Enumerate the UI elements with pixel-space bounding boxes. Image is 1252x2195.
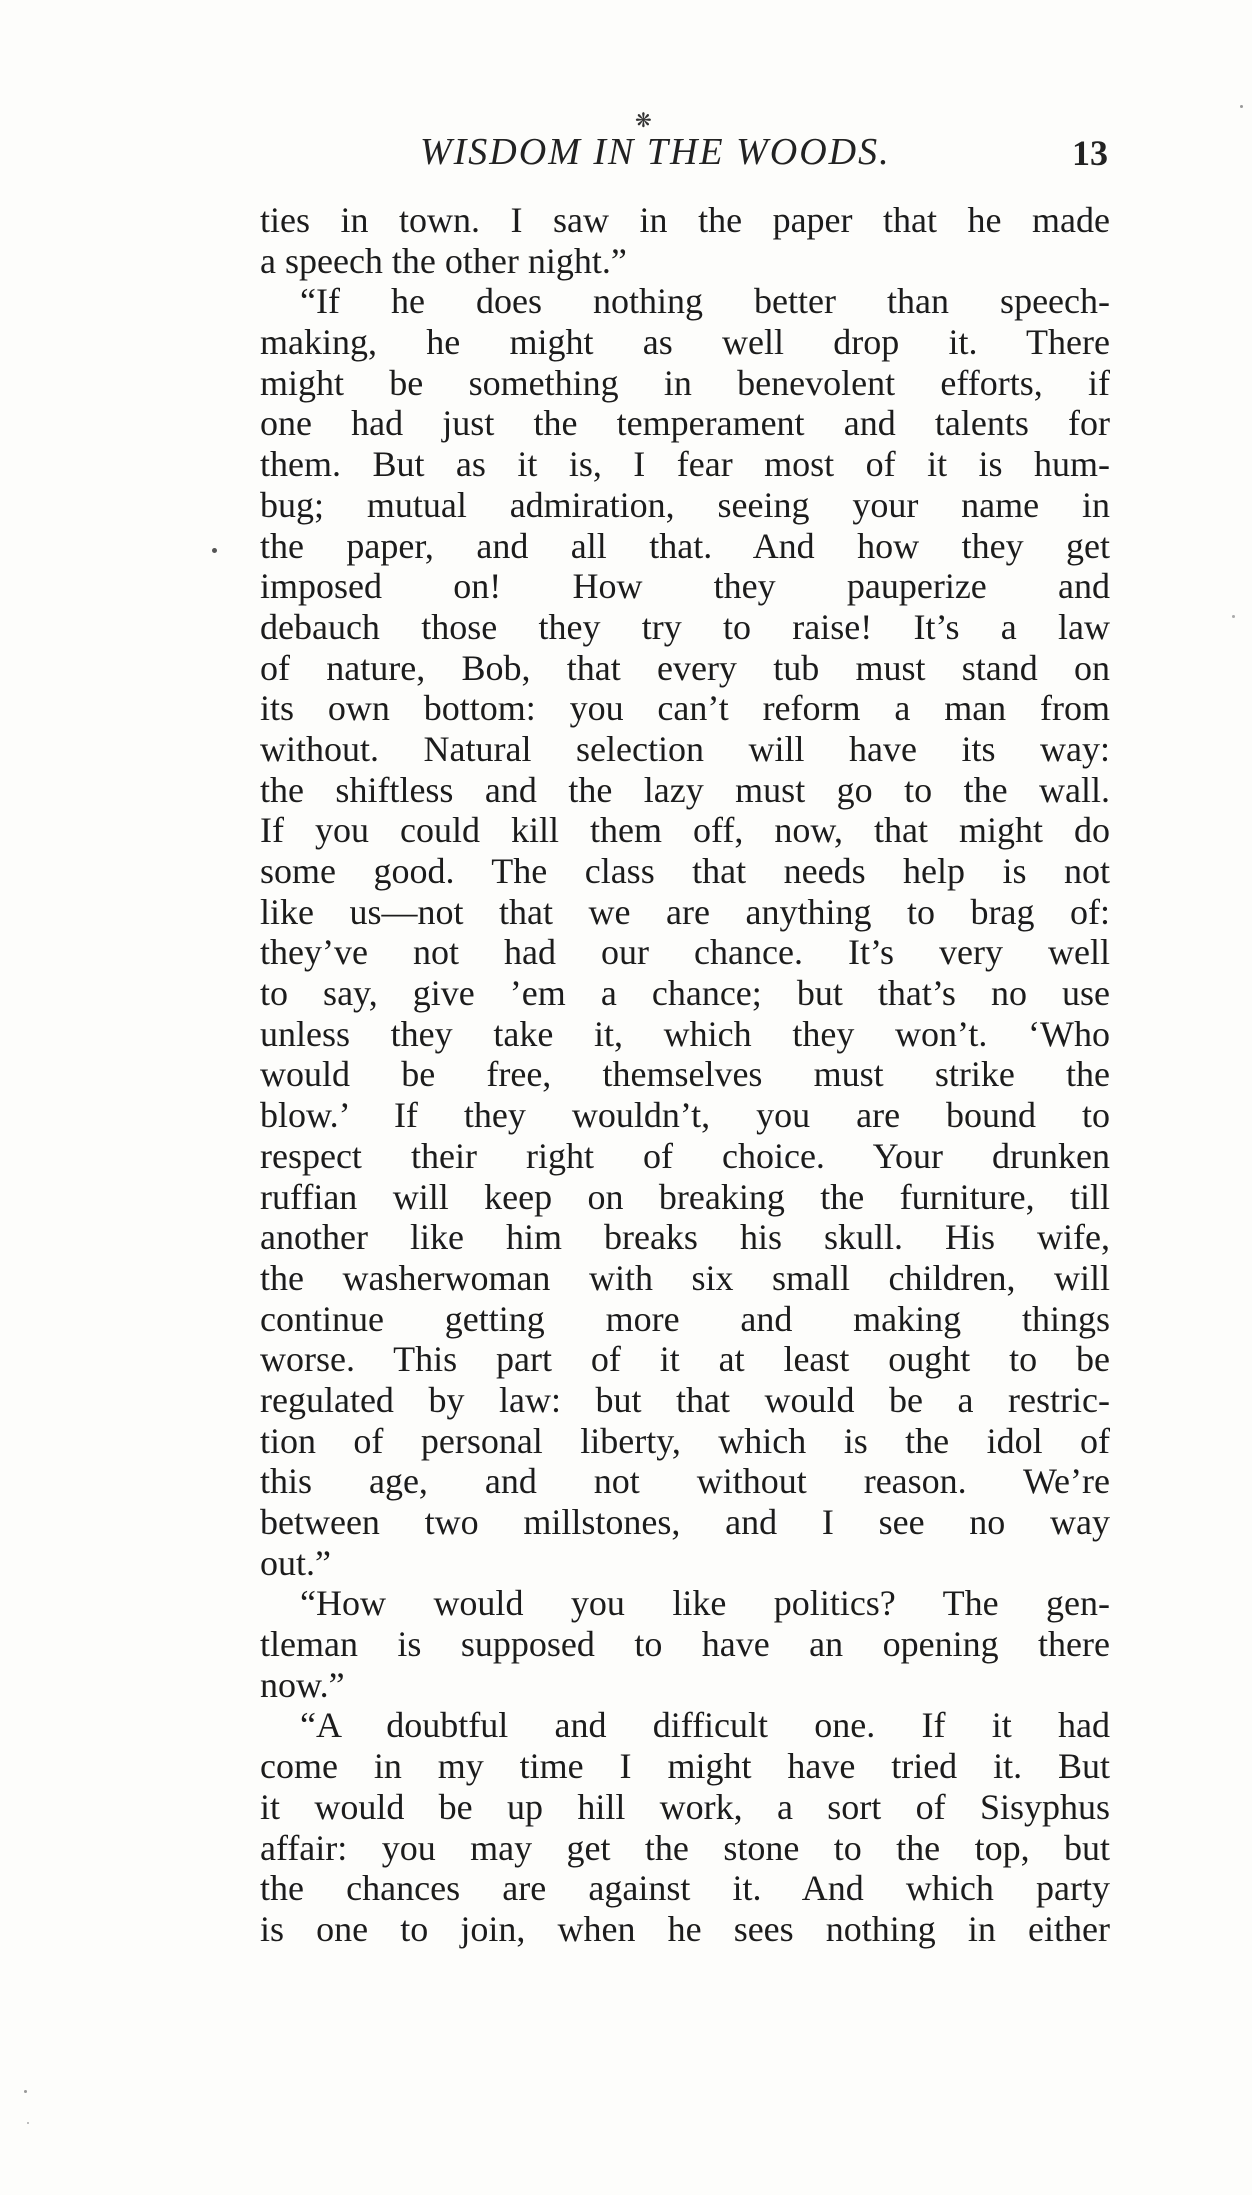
text-line: making, he might as well drop it. There [260, 322, 1110, 363]
text-line: come in my time I might have tried it. But [260, 1746, 1110, 1787]
scan-speck [24, 2090, 27, 2093]
text-line: they’ve not had our chance. It’s very well [260, 932, 1110, 973]
text-line: If you could kill them off, now, that might do [260, 810, 1110, 851]
scan-speck [1240, 105, 1243, 108]
scan-speck [1232, 615, 1235, 618]
text-line: ruffian will keep on breaking the furniture, till [260, 1176, 1110, 1217]
text-line: without. Natural selection will have its way: [260, 728, 1110, 769]
margin-dot [212, 548, 217, 553]
text-line: another like him breaks his skull. His wife, [260, 1217, 1110, 1258]
text-line: to say, give ’em a chance; but that’s no use [260, 973, 1110, 1014]
text-line: worse. This part of it at least ought to be [260, 1339, 1110, 1380]
text-line: continue getting more and making things [260, 1298, 1110, 1339]
text-line: it would be up hill work, a sort of Sisyphus [260, 1786, 1110, 1827]
text-line: regulated by law: but that would be a restric- [260, 1379, 1110, 1420]
text-line: “If he does nothing better than speech- [300, 281, 1110, 322]
text-line: might be something in benevolent efforts, if [260, 362, 1110, 403]
page-number: 13 [1072, 133, 1108, 173]
text-line: this age, and not without reason. We’re [260, 1461, 1110, 1502]
text-line: now.” [260, 1664, 345, 1705]
text-line: like us—not that we are anything to brag of: [260, 891, 1110, 932]
text-line: the washerwoman with six small children, will [260, 1257, 1110, 1298]
text-line: “A doubtful and difficult one. If it had [300, 1705, 1110, 1746]
text-line: between two millstones, and I see no way [260, 1502, 1110, 1542]
ornament-icon: ❋ [635, 108, 652, 132]
text-line: imposed on! How they pauperize and [260, 566, 1110, 607]
text-line: is one to join, when he sees nothing in either [260, 1908, 1110, 1949]
scan-speck [27, 2122, 29, 2124]
text-line: respect their right of choice. Your drunken [260, 1135, 1110, 1176]
running-head [260, 108, 1110, 180]
text-line: its own bottom: you can’t reform a man from [260, 688, 1110, 729]
text-line: one had just the temperament and talents for [260, 403, 1110, 444]
text-line: out.” [260, 1542, 331, 1583]
text-line: them. But as it is, I fear most of it is hum- [260, 444, 1110, 485]
text-line: affair: you may get the stone to the top, but [260, 1827, 1110, 1868]
text-line: some good. The class that needs help is not [260, 851, 1110, 891]
text-line: would be free, themselves must strike the [260, 1054, 1110, 1095]
text-line: the chances are against it. And which party [260, 1868, 1110, 1909]
text-line: blow.’ If they wouldn’t, you are bound to [260, 1095, 1110, 1136]
text-line: tleman is supposed to have an opening there [260, 1624, 1110, 1665]
text-line: the paper, and all that. And how they get [260, 525, 1110, 566]
text-line: tion of personal liberty, which is the idol of [260, 1420, 1110, 1461]
text-line: “How would you like politics? The gen- [300, 1583, 1110, 1624]
body-text [260, 200, 1110, 1950]
text-line: ties in town. I saw in the paper that he made [260, 200, 1110, 240]
text-line: of nature, Bob, that every tub must stand on [260, 647, 1110, 688]
text-line: a speech the other night.” [260, 240, 627, 281]
text-line: the shiftless and the lazy must go to the wall. [260, 769, 1110, 810]
running-title: WISDOM IN THE WOODS. [420, 131, 891, 173]
text-line: unless they take it, which they won’t. ‘Who [260, 1013, 1110, 1054]
text-line: bug; mutual admiration, seeing your name in [260, 484, 1110, 525]
text-line: debauch those they try to raise! It’s a law [260, 606, 1110, 647]
